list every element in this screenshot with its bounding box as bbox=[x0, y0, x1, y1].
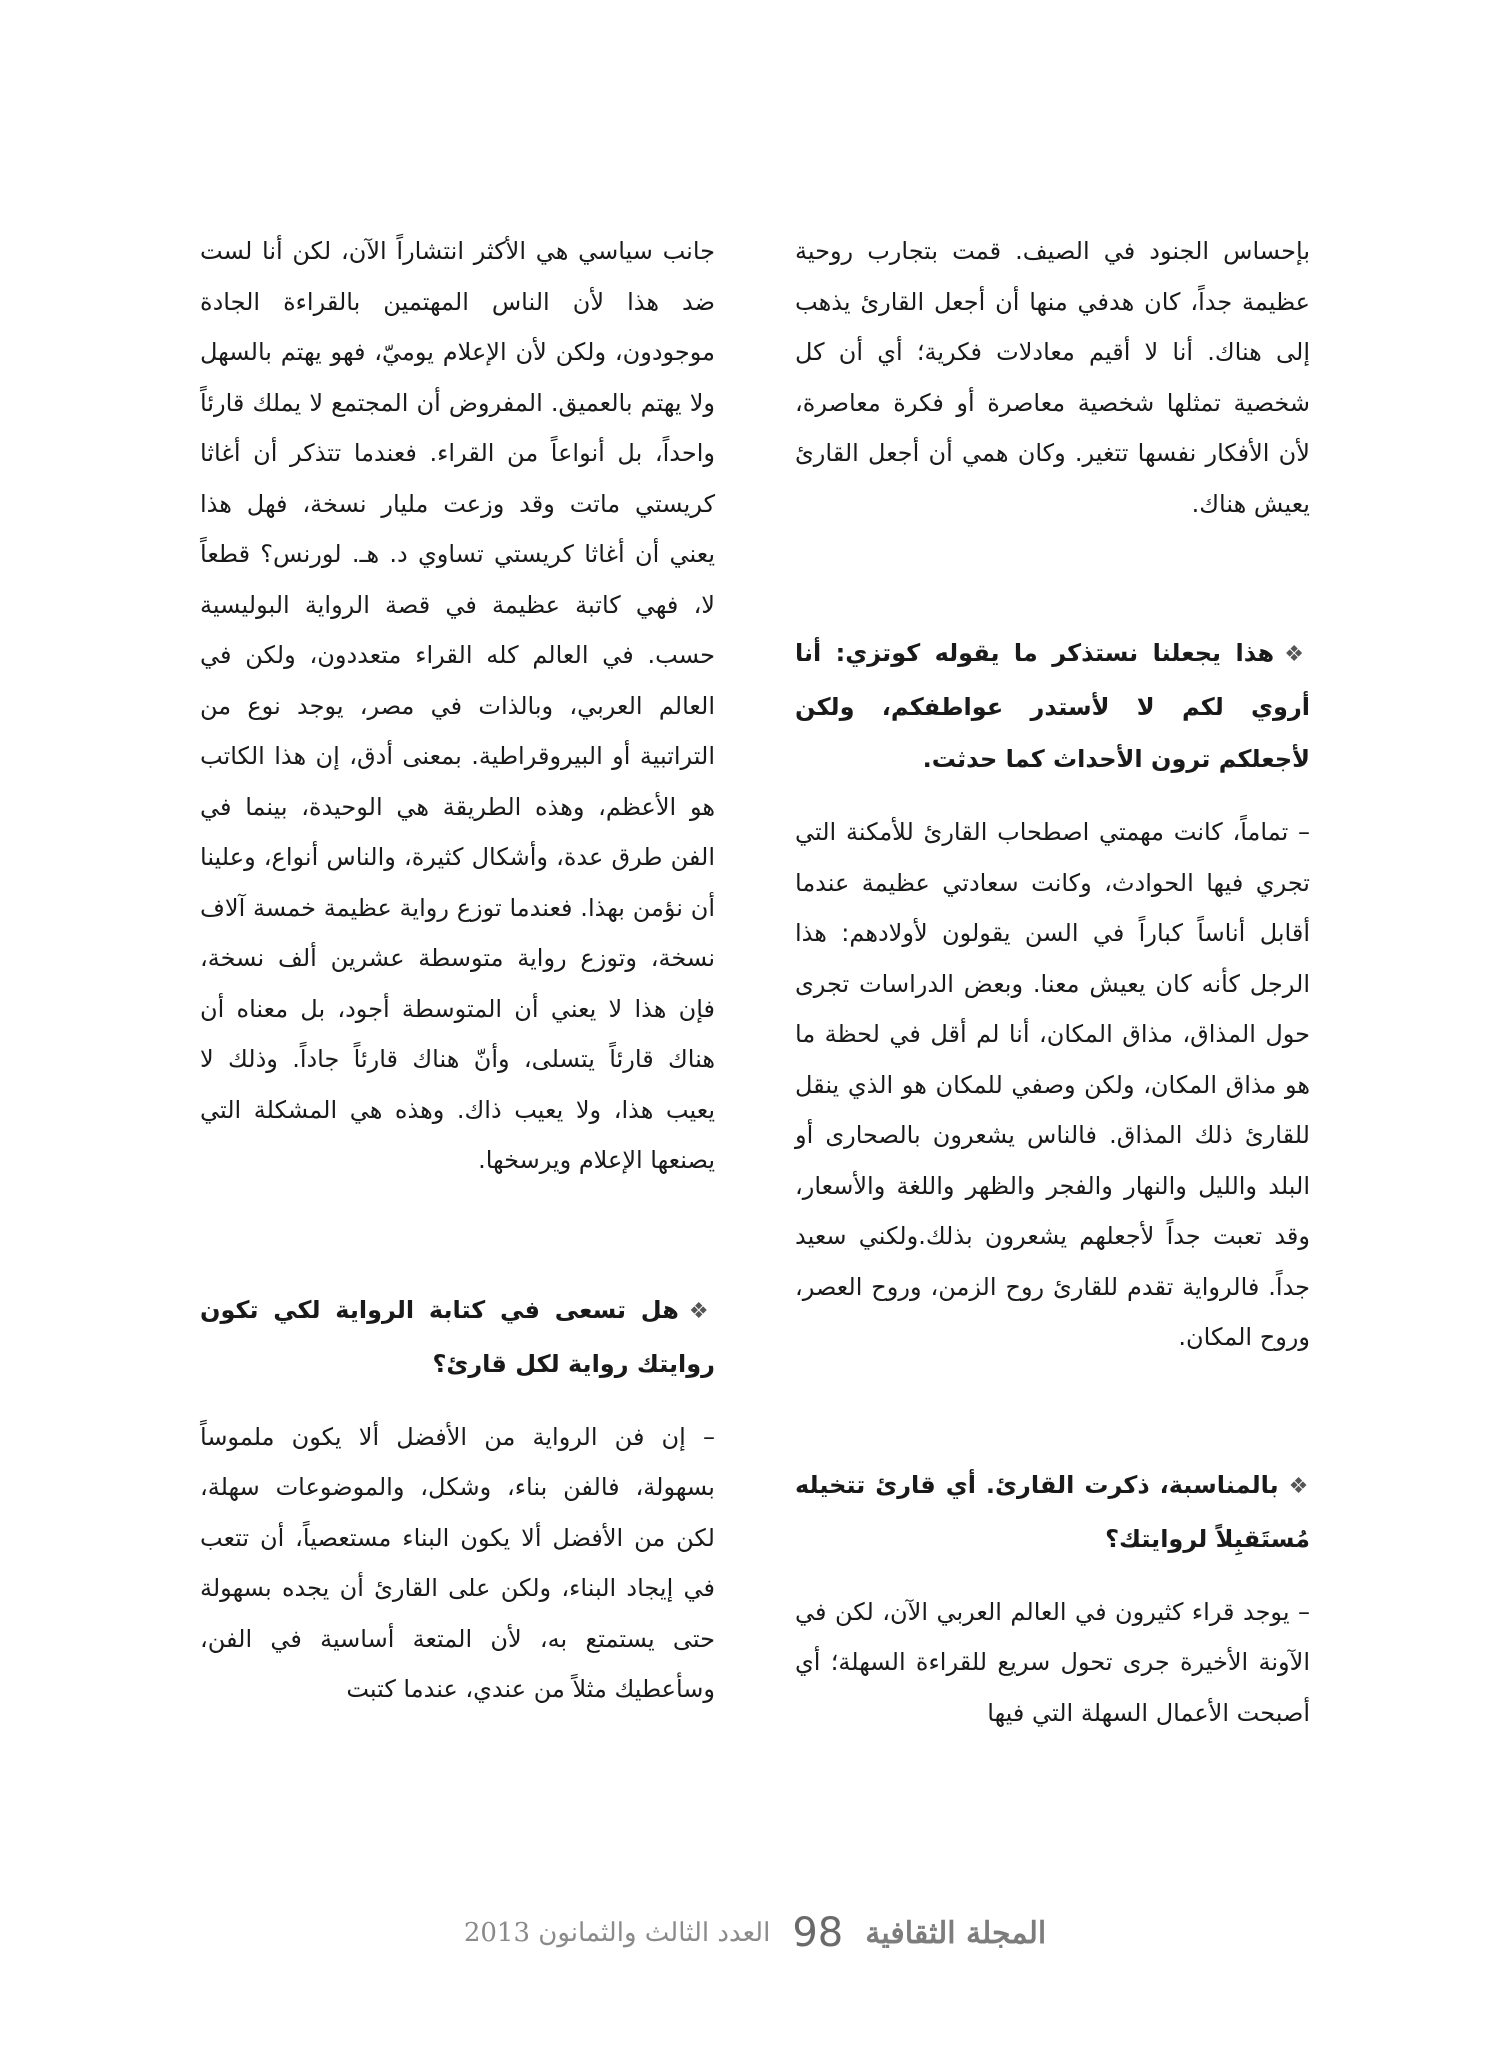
right-question-1 bbox=[795, 627, 1310, 785]
right-paragraph-1: بإحساس الجنود في الصيف. قمت بتجارب روحية عظيمة جداً، كان هدفي منها أن أجعل القارئ يذهب إلى هناك. أنا لا أقيم معادلات فكرية؛ أي أن كل شخصية تمثلها شخصية معاصرة أو فكرة معاصرة، لأن الأفكار نفسها تتغير. وكان همي أن أجعل القارئ يعيش هناك. bbox=[795, 237, 1310, 518]
issue-label: العدد الثالث والثمانون 2013 bbox=[463, 1918, 771, 1948]
diamond-bullet-icon: ❖ bbox=[1288, 1473, 1310, 1499]
page-number: 98 bbox=[792, 1910, 844, 1956]
right-paragraph-2: – تماماً، كانت مهمتي اصطحاب القارئ للأمكنة التي تجري فيها الحوادث، وكانت سعادتي عظيمة عندما أقابل أناساً كباراً في السن يقولون لأولادهم: هذا الرجل كأنه كان يعيش معنا. وبعض الدراسات تجرى حول المذاق، مذاق المكان، أنا لم أقل في لحظة ما هو مذاق المكان، ولكن وصفي للمكان هو الذي ينقل للقارئ ذلك المذاق. فالناس يشعرون بالصحارى أو البلد والليل والنهار والفجر والظهر واللغة والأسعار، وقد تعبت جداً لأجعلهم يشعرون بذلك.ولكني سعيد جداً. فالرواية تقدم للقارئ روح الزمن، وروح العصر، وروح المكان. bbox=[795, 818, 1310, 1351]
diamond-bullet-icon: ❖ bbox=[1284, 642, 1310, 667]
page-footer bbox=[435, 1905, 1075, 1961]
magazine-logo: المجلة الثقافية bbox=[865, 1915, 1047, 1951]
left-question-1-text: هل تسعى في كتابة الرواية لكي تكون روايتك رواية لكل قارئ؟ bbox=[200, 1295, 715, 1378]
left-paragraph-2: – إن فن الرواية من الأفضل ألا يكون ملموساً بسهولة، فالفن بناء، وشكل، والموضوعات سهلة، لكن من الأفضل ألا يكون البناء مستعصياً، أن تتعب في إيجاد البناء، ولكن على القارئ أن يجده بسهولة حتى يستمتع به، لأن المتعة أساسية في الفن، وسأعطيك مثلاً من عندي، عندما كتبت bbox=[200, 1422, 715, 1703]
diamond-bullet-icon: ❖ bbox=[688, 1298, 715, 1324]
right-question-2 bbox=[795, 1459, 1310, 1565]
left-question-1 bbox=[200, 1284, 715, 1390]
right-column bbox=[795, 226, 1310, 1738]
left-paragraph-1: جانب سياسي هي الأكثر انتشاراً الآن، لكن أنا لست ضد هذا لأن الناس المهتمين بالقراءة الجادة موجودون، ولكن لأن الإعلام يوميّ، فهو يهتم بالسهل ولا يهتم بالعميق. المفروض أن المجتمع لا يملك قارئاً واحداً، بل أنواعاً من القراء. فعندما تتذكر أن أغاثا كريستي ماتت وقد وزعت مليار نسخة، فهل هذا يعني أن أغاثا كريستي تساوي د. هـ. لورنس؟ قطعاً لا، فهي كاتبة عظيمة في قصة الرواية البوليسية حسب. في العالم كله القراء متعددون، ولكن في العالم العربي، وبالذات في مصر، يوجد نوع من التراتبية أو البيروقراطية. بمعنى أدق، إن هذا الكاتب هو الأعظم، وهذه الطريقة هي الوحيدة، بينما في الفن طرق عدة، وأشكال كثيرة، والناس أنواع، وعلينا أن نؤمن بهذا. فعندما توزع رواية عظيمة خمسة آلاف نسخة، وتوزع رواية متوسطة عشرين ألف نسخة، فإن هذا لا يعني أن المتوسطة أجود، بل معناه أن هناك قارئاً يتسلى، وأنّ هناك قارئاً جاداً. وذلك لا يعيب هذا، ولا يعيب ذاك. وهذه هي المشكلة التي يصنعها الإعلام ويرسخها. bbox=[200, 237, 715, 1174]
right-question-1-text: هذا يجعلنا نستذكر ما يقوله كوتزي: أنا أروي لكم لا لأستدر عواطفكم، ولكن لأجعلكم ترون الأحداث كما حدثت. bbox=[795, 639, 1310, 773]
right-paragraph-3: – يوجد قراء كثيرون في العالم العربي الآن، لكن في الآونة الأخيرة جرى تحول سريع للقراءة السهلة؛ أي أصبحت الأعمال السهلة التي فيها bbox=[795, 1597, 1310, 1727]
right-question-2-text: بالمناسبة، ذكرت القارئ. أي قارئ تتخيله مُستَقبِلاً لروايتك؟ bbox=[795, 1470, 1310, 1553]
left-column bbox=[200, 226, 715, 1715]
